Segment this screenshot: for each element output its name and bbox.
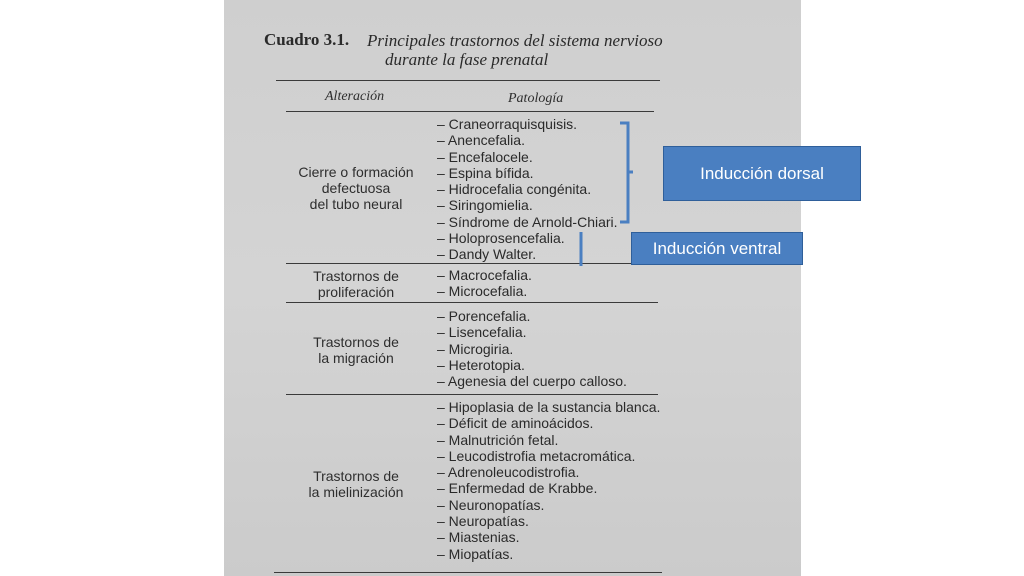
list-item: – Déficit de aminoácidos. (437, 415, 594, 432)
scanned-page (224, 0, 801, 576)
list-item: – Dandy Walter. (437, 246, 537, 263)
callout-induccion-dorsal: Inducción dorsal (663, 146, 861, 201)
list-item: – Microcefalia. (437, 283, 528, 300)
list-item: – Malnutrición fetal. (437, 431, 559, 448)
pathology-list-proliferacion (437, 267, 532, 300)
table-title-line2: durante la fase prenatal (385, 50, 549, 69)
list-item: – Neuropatías. (437, 513, 529, 530)
bottom-rule (274, 572, 662, 573)
group-label-mielinizacion: Trastornos de la mielinización (308, 468, 404, 500)
callout-induccion-ventral: Inducción ventral (631, 232, 803, 265)
list-item: – Siringomielia. (437, 197, 533, 214)
pathology-list-migracion (437, 308, 627, 389)
list-item: – Adrenoleucodistrofia. (437, 464, 580, 481)
divider-rule (286, 302, 658, 303)
list-item: – Craneorraquisquisis. (437, 116, 578, 132)
list-item: – Heterotopia. (437, 356, 525, 373)
table-title-line1: Principales trastornos del sistema nervioso (367, 31, 663, 50)
top-rule (276, 80, 660, 81)
pathology-list-mielinizacion (437, 399, 660, 562)
group-label-tubo-neural: Cierre o formación defectuosa del tubo neural (298, 164, 414, 212)
divider-rule (286, 263, 658, 264)
list-item: – Leucodistrofia metacromática. (437, 447, 636, 464)
list-item: – Agenesia del cuerpo calloso. (437, 373, 627, 390)
divider-rule (286, 394, 658, 395)
table-label: Cuadro 3.1. (264, 30, 350, 49)
list-item: – Porencefalia. (437, 308, 531, 324)
column-header-alteracion: Alteración (325, 89, 385, 104)
list-item: – Miastenias. (437, 529, 520, 546)
list-item: – Encefalocele. (437, 148, 533, 165)
list-item: – Síndrome de Arnold-Chiari. (437, 213, 618, 230)
group-label-proliferacion: Trastornos de proliferación (313, 268, 399, 300)
list-item: – Miopatías. (437, 545, 514, 562)
list-item: – Macrocefalia. (437, 267, 532, 283)
group-label-migracion: Trastornos de la migración (313, 334, 399, 366)
list-item: – Lisencefalia. (437, 324, 527, 341)
header-rule (286, 111, 654, 112)
list-item: – Enfermedad de Krabbe. (437, 480, 598, 497)
pathology-list-tubo-neural (437, 116, 618, 263)
list-item: – Neuronopatías. (437, 496, 545, 513)
list-item: – Espina bífida. (437, 164, 534, 181)
list-item: – Holoprosencefalia. (437, 230, 565, 247)
list-item: – Hidrocefalia congénita. (437, 181, 592, 198)
column-header-patologia: Patología (508, 91, 564, 106)
list-item: – Microgiria. (437, 340, 514, 357)
list-item: – Hipoplasia de la sustancia blanca. (437, 399, 661, 415)
list-item: – Anencefalia. (437, 132, 525, 149)
